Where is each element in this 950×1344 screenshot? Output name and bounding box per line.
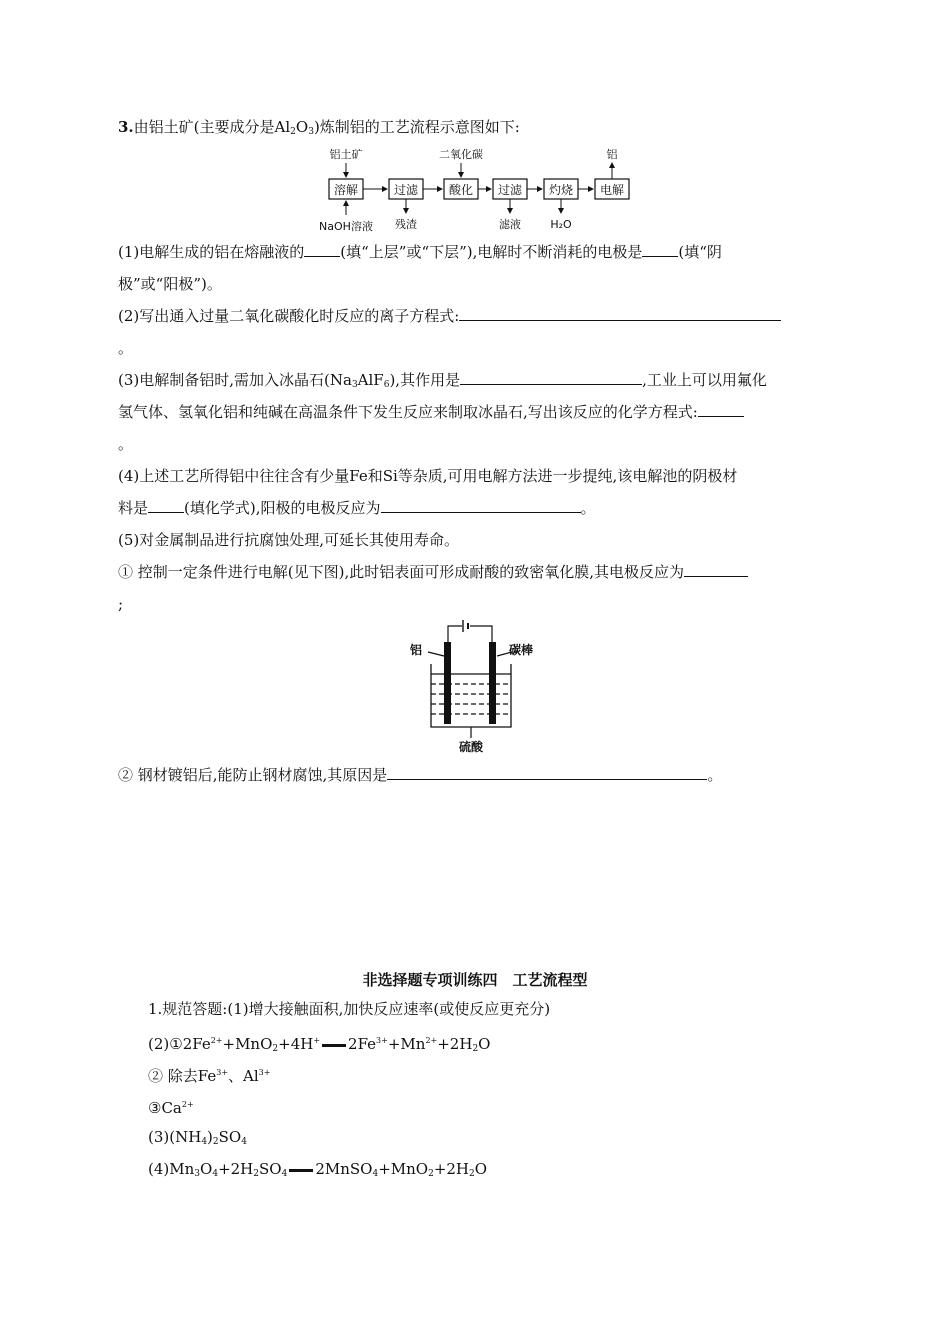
- label-aluminium: 铝: [409, 643, 423, 657]
- sup: +: [313, 1036, 321, 1045]
- text: +2H: [437, 1035, 473, 1053]
- text: ① 控制一定条件进行电解(见下图),此时铝表面可形成耐酸的致密氧化膜,其电极反应为: [118, 563, 685, 581]
- text: (2)①2Fe: [148, 1035, 211, 1053]
- question-3-part-3-cont: [118, 402, 744, 422]
- equals-sign-icon: [322, 1044, 346, 1047]
- sub: 4: [201, 1137, 208, 1147]
- sub: 2: [290, 127, 296, 137]
- text: ): [207, 1128, 213, 1146]
- text: 。: [118, 435, 134, 453]
- question-3-part-5-2: [118, 765, 722, 785]
- answer-3: [148, 1127, 247, 1152]
- intro-text: O: [295, 118, 309, 136]
- text: +MnO: [378, 1160, 429, 1178]
- sub: 2: [472, 1044, 479, 1054]
- question-3-part-2-end: [118, 338, 133, 358]
- flow-input-co2: 二氧化碳: [439, 148, 483, 161]
- text: (3)(NH: [148, 1128, 202, 1146]
- text: (填“上层”或“下层”),电解时不断消耗的电极是: [340, 243, 643, 261]
- text: (3)电解制备铝时,需加入冰晶石(Na: [118, 371, 352, 389]
- sub: 2: [428, 1169, 434, 1179]
- text: SO: [259, 1160, 282, 1178]
- question-3-part-5-1: [118, 562, 748, 582]
- flow-output-residue: 残渣: [395, 218, 417, 231]
- flow-input-naoh: NaOH溶液: [319, 220, 373, 233]
- sub: 4: [372, 1169, 379, 1179]
- text: +2H: [218, 1160, 254, 1178]
- text: (1)电解生成的铝在熔融液的: [118, 243, 305, 261]
- process-flow-diagram: [310, 143, 650, 235]
- sup: 2+: [181, 1100, 194, 1109]
- question-3-part-4: [118, 466, 737, 486]
- text: ② 除去Fe: [148, 1067, 217, 1085]
- answer-blank[interactable]: [387, 765, 707, 780]
- question-3-part-1: [118, 242, 722, 262]
- answer-blank[interactable]: [381, 498, 581, 513]
- text: ③Ca: [148, 1099, 182, 1117]
- sup: 2+: [425, 1036, 438, 1045]
- sub: 2: [253, 1169, 259, 1179]
- text: (5)对金属制品进行抗腐蚀处理,可延长其使用寿命。: [118, 531, 460, 549]
- label-carbon-rod: 碳棒: [508, 643, 534, 657]
- answer-blank[interactable]: [684, 562, 748, 577]
- aluminium-electrode: [444, 642, 451, 724]
- electrolysis-cell-diagram: [400, 616, 550, 756]
- question-3-part-3-end: [118, 434, 133, 454]
- text: 氢气体、氢氧化铝和纯碱在高温条件下发生反应来制取冰晶石,写出该反应的化学方程式:: [118, 403, 698, 421]
- sub: 6: [383, 380, 390, 390]
- question-number: 3.: [118, 118, 134, 136]
- question-3-part-4-cont: [118, 498, 596, 518]
- intro-text: 由铝土矿(主要成分是Al: [133, 118, 291, 136]
- answer-blank[interactable]: [148, 498, 184, 513]
- text: 料是: [118, 499, 149, 517]
- sup: 3+: [376, 1036, 388, 1045]
- text: (4)上述工艺所得铝中往往含有少量Fe和Si等杂质,可用电解方法进一步提纯,该电解池的阴极材: [118, 467, 738, 485]
- intro-text: )炼制铝的工艺流程示意图如下:: [313, 118, 520, 136]
- text: +2H: [433, 1160, 470, 1178]
- text: 、Al: [228, 1067, 259, 1085]
- flow-output-filtrate: 滤液: [499, 218, 521, 231]
- text: O: [474, 1160, 488, 1178]
- answers-title: 非选择题专项训练四 工艺流程型: [362, 971, 588, 989]
- answer-1: [148, 999, 550, 1019]
- answer-blank[interactable]: [459, 306, 781, 321]
- sub: 3: [194, 1169, 201, 1179]
- question-3-part-5-1-end: [118, 594, 123, 614]
- text: +4H: [278, 1035, 314, 1053]
- question-3-part-1-cont: [118, 274, 222, 294]
- flow-box-label: 过滤: [497, 183, 523, 197]
- flow-box-label: 溶解: [333, 183, 359, 197]
- sub: 4: [281, 1169, 288, 1179]
- sup: 3+: [216, 1068, 229, 1077]
- text: ,工业上可以用氟化: [642, 371, 767, 389]
- carbon-rod-electrode: [489, 642, 496, 724]
- text: (4)Mn: [148, 1160, 195, 1178]
- answer-2-2: [148, 1063, 270, 1086]
- answer-4: [148, 1159, 487, 1184]
- sub: 2: [212, 1137, 219, 1147]
- label-sulfuric-acid: 硫酸: [458, 740, 484, 754]
- text: 2MnSO: [315, 1160, 373, 1178]
- text: 。: [580, 499, 596, 517]
- text: 。: [707, 766, 723, 784]
- question-3-part-2: [118, 306, 781, 326]
- text: ② 钢材镀铝后,能防止钢材腐蚀,其原因是: [118, 766, 388, 784]
- text: +MnO: [222, 1035, 273, 1053]
- text: 。: [118, 339, 134, 357]
- question-3-intro: [118, 117, 520, 142]
- text: +Mn: [387, 1035, 426, 1053]
- answer-2: [148, 1031, 490, 1059]
- text: 2Fe: [348, 1035, 377, 1053]
- text: AlF: [357, 371, 384, 389]
- flow-box-label: 过滤: [393, 183, 419, 197]
- sup: 3+: [258, 1068, 271, 1077]
- text: (填“阴: [678, 243, 722, 261]
- answer-blank[interactable]: [698, 402, 744, 417]
- text: O: [200, 1160, 213, 1178]
- text: ;: [118, 595, 124, 613]
- answer-2-3: [148, 1095, 194, 1118]
- sup: 2+: [210, 1036, 223, 1045]
- answer-blank[interactable]: [304, 242, 340, 257]
- answer-blank[interactable]: [642, 242, 678, 257]
- flow-box-label: 灼烧: [548, 183, 574, 197]
- flow-output-aluminium: 铝: [606, 148, 618, 161]
- text: (2)写出通入过量二氧化碳酸化时反应的离子方程式:: [118, 307, 460, 325]
- flow-input-bauxite: 铝土矿: [329, 148, 363, 161]
- question-3-part-5: [118, 530, 459, 550]
- sub: 3: [351, 380, 358, 390]
- flow-box-label: 酸化: [448, 183, 474, 197]
- text: 极”或“阳极”)。: [118, 275, 222, 293]
- text: O: [478, 1035, 491, 1053]
- equals-sign-icon: [289, 1169, 313, 1172]
- text: 1.规范答题:(1)增大接触面积,加快反应速率(或使反应更充分): [148, 1000, 551, 1018]
- text: ),其作用是: [389, 371, 461, 389]
- sub: 2: [272, 1044, 279, 1054]
- flow-output-water: H₂O: [550, 218, 572, 231]
- sub: 3: [308, 127, 314, 137]
- sub: 4: [212, 1169, 219, 1179]
- sub: 4: [241, 1137, 247, 1147]
- flow-box-label: 电解: [599, 183, 625, 197]
- question-3-part-3: [118, 370, 767, 395]
- answer-blank[interactable]: [460, 370, 642, 385]
- text: (填化学式),阳极的电极反应为: [184, 499, 381, 517]
- sub: 2: [469, 1169, 475, 1179]
- text: SO: [218, 1128, 242, 1146]
